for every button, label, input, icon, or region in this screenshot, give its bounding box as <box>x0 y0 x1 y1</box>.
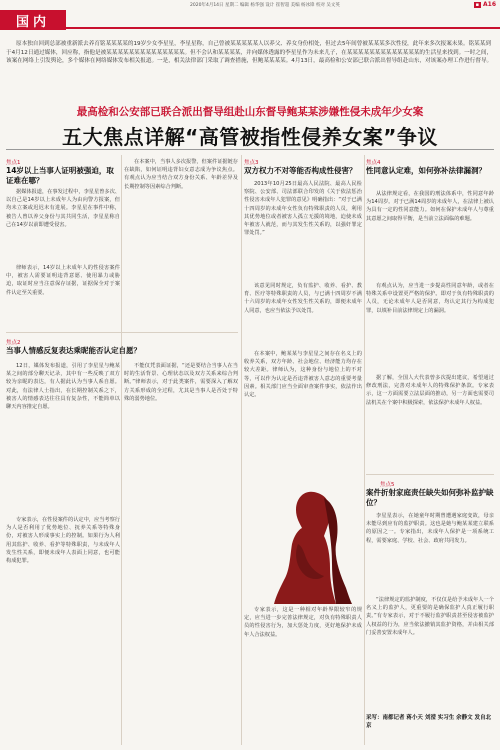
focus-4-paragraph: 有观点认为，应当进一步提高性同意年龄，或者在特殊关系中设置更严格的保护。即对于负有特殊职责的人员，无论未成年人是否同意，均认定其行为构成犯罪，以填补目前法律规定上的漏洞。 <box>366 283 494 314</box>
section-divider <box>6 332 238 333</box>
focus-1-title: 14岁以上当事人证明被强迫，取证难在哪？ <box>6 166 114 185</box>
page-header <box>0 0 500 9</box>
column-divider <box>121 155 122 745</box>
page-number: A16 <box>483 1 496 8</box>
focus-5-label: 焦点5 <box>380 482 395 488</box>
page-number-badge <box>474 1 496 8</box>
focus-4-title: 性同意认定难，如何弥补法律漏洞？ <box>366 166 486 175</box>
focus-3-title: 双方权力不对等能否构成性侵害？ <box>244 166 357 175</box>
section-rule <box>66 27 500 29</box>
focus-4-label: 焦点4 <box>366 160 381 166</box>
headline-rule <box>6 149 494 150</box>
focus-2-title: 当事人情感反复表达乘昵能否认定自愿？ <box>6 346 141 355</box>
section-label: 国内 <box>0 10 66 30</box>
focus-3-paragraph: 在本案中，鲍某某与李星星之间存在名义上的收养关系，双方年龄、社会地位、经济能力均存在较大差距。律师认为，这种身份与地位上的不对等，可以作为认定是否违背被害人意志的重要考量因素。相关部门应当全面审查案件事实，依法作出认定。 <box>244 351 362 399</box>
focus-5-paragraph: “法律规定的监护制度，不仅仅是给予未成年人一个名义上的监护人，更重要的是确保监护人真正履行职责。”有专家表示，对于不履行监护职责甚至侵害被监护人权益的行为，应当依法撤销其监护资格，并由相关部门妥善安置未成年人。 <box>366 597 494 636</box>
focus-3-paragraph: 该意见同时规定，负有监护、收养、看护、教育、医疗等特殊职责的人员，与已满十四周岁不满十六周岁的未成年女性发生性关系的，即便未成年人同意，也应当依法予以处罚。 <box>244 283 362 314</box>
issue-meta: 2020年4月14日 星期二 编辑 杨华强 设计 崔智超 美编 杨冰锋 校对 吴文英 <box>190 3 340 8</box>
article-subhead: 最高检和公安部已联合派出督导组赴山东督导鲍某某涉嫌性侵未成年少女案 <box>76 106 424 118</box>
focus-2-label: 焦点2 <box>6 340 21 346</box>
lead-paragraph: 原本独自回到总部被重新派去养育铭某某某某的19岁少女李星星，李星星称，自己曾被某某某某某人以养父、养女身份相处，但过去5年间曾被某某某多次性侵，此年来多次报案未果。铭某某到于4月12日通过媒体，回应称，指他是被某某某某某某某某某某某某某某。但不会认和某某某某，并向媒体透露的李星星作为未来儿子，在某某某某某某某某某某某某某的生活星来找到。一时之间，该案在网络上引发舆论，多个媒体在网络媒体发布相关报道。一是，相关法律部门采取了调查措施，但鲍某某某某。4月13日，最高检和公安部已联合派出督导组赴山东，对该案办理工作进行督导。 <box>6 41 493 65</box>
section-band <box>0 10 500 30</box>
column-divider <box>364 155 365 745</box>
focus-5-title: 案件折射家庭责任缺失如何弥补监护缺位？ <box>366 488 494 507</box>
illustration-silhouette <box>244 484 362 604</box>
focus-4-paragraph: 据了解，全国人大代表曾多次提出建议，希望通过修改刑法，完善对未成年人的特殊保护条款。专家表示，这一方面需要立法层面的推动，另一方面也需要司法机关在个案中积极探索，依法保护未成年人权益。 <box>366 375 494 406</box>
focus-5-paragraph: 李星星表示，在她童年时期曾遭遇家庭变故，母亲未能尽到应有的监护职责。这也是她与鲍某某建立联系的原因之一。专家指出，未成年人保护是一项系统工程，需要家庭、学校、社会、政府共同发力。 <box>366 513 494 544</box>
column-divider <box>241 155 242 745</box>
focus-4-paragraph: 从法律规定看，在我国的刑法体系中，性同意年龄为14周岁。对于已满14周岁的未成年人，在法律上被认为具有一定的性同意能力。如何在保护未成年人与尊重其意愿之间取得平衡，是当前立法面临的难题。 <box>366 191 494 222</box>
section-divider <box>366 474 494 475</box>
focus-3-paragraph: 2013年10月25日最高人民法院、最高人民检察院、公安部、司法部联合印发的《关于依法惩治性侵害未成年人犯罪的意见》明确指出：“对于已满十四周岁的未成年女性负有特殊职责的人员，利用其优势地位或者被害人孤立无援的境地，迫使未成年被害人就范，而与其发生性关系的，以强奸罪定罪处罚。” <box>244 181 362 237</box>
focus-1-label: 焦点1 <box>6 160 21 166</box>
focus-3-label: 焦点3 <box>244 160 259 166</box>
article-headline: 五大焦点详解“高管被指性侵养女案”争议 <box>62 125 438 149</box>
focus-1-paragraph: 在本案中，当事人多次报警，但案件证据链存在缺陷，如何证明违背妇女意志成为争议焦点。有观点认为应当结合双方身份关系、年龄差异及长期控制等因素综合判断。 <box>124 159 238 190</box>
focus-2-paragraph: 专家表示，在性侵案件的认定中，应当考察行为人是否利用了优势地位、抚养关系等特殊身份，对被害人形成事实上的控制。如果行为人利用其监护、收养、看护等特殊职责，与未成年人发生性关系，即便未成年人表面上同意，也可能构成犯罪。 <box>6 517 120 565</box>
focus-2-paragraph: 不能仅凭表面证据，“还是要结合当事人在当时的生活背景、心理状态以及双方关系来综合判断。”律师表示，对于此类案件，需要深入了解双方关系形成的全过程，尤其是当事人是否处于特殊的弱势地位。 <box>124 363 238 402</box>
section-tag: ▪ <box>475 2 479 8</box>
focus-1-paragraph: 律师表示，14岁以上未成年人的性侵害案件中，被害人需要证明违背意愿、使用暴力或胁迫，取证时应当注意保存证据，证据保全对于案件认定至关重要。 <box>6 265 120 296</box>
focus-2-paragraph: 12日，媒体发布报道，引用了李星星与鲍某某之间的部分聊天记录，其中有一些反映了双方较为亲昵的表达，有人据此认为当事人系自愿。对此，有法律人士指出，在长期控制关系之下，被害人的情感表达往往具有复杂性，不能简单以聊天内容推定自愿。 <box>6 363 120 411</box>
silhouette-girl <box>274 492 352 604</box>
article-byline: 采写：南都记者 蒋小天 刘滢 实习生 余静文 发自北京 <box>366 715 492 729</box>
focus-3-paragraph: 专家表示，这是一种相对年龄界限较窄的规定，应当进一步完善法律规定，对负有特殊职责人员的性侵害行为，加大惩处力度，更好地保护未成年人合法权益。 <box>244 607 362 638</box>
focus-1-paragraph: 据媒体报道，在事发过程中，李星星曾多次、以自己是14岁以上未成年人为由向警方报案，但均未立案或迟迟未有进展。李星星在事件中称，被告人曾以养父身份与其共同生活，李星星称自己在14岁以前即遭受侵害。 <box>6 189 120 228</box>
